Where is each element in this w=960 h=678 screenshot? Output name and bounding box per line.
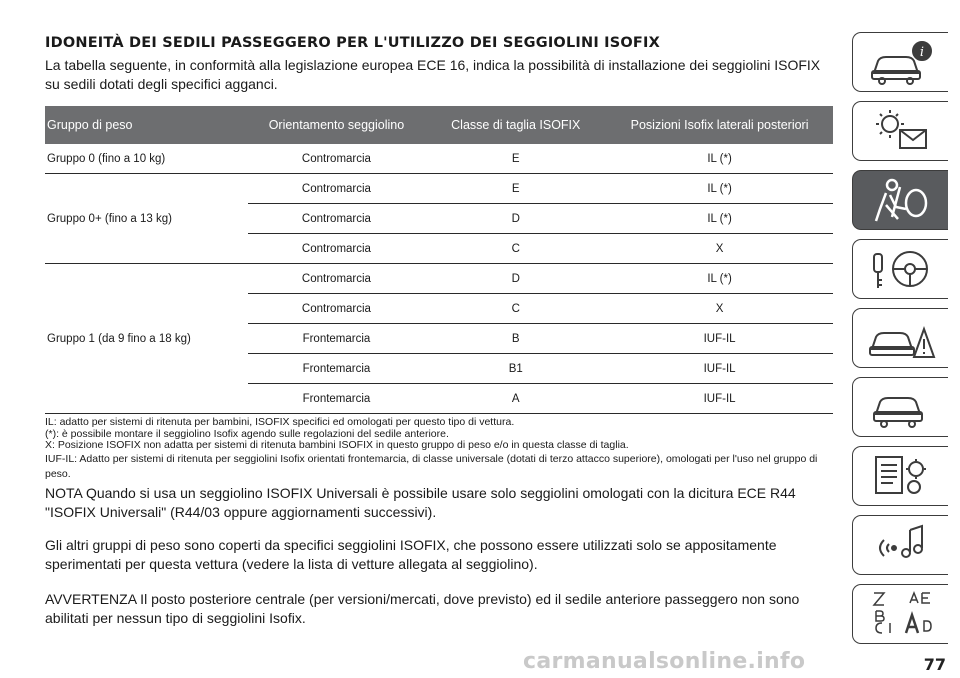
header-size-class: Classe di taglia ISOFIX xyxy=(425,106,606,144)
technical-data-icon xyxy=(866,451,936,501)
position-cell: X xyxy=(606,234,833,264)
index-icon xyxy=(866,589,936,639)
key-steering-icon xyxy=(866,244,936,294)
size-class-cell: D xyxy=(425,204,606,234)
car-maintenance-icon xyxy=(866,382,936,432)
nota-paragraph: NOTA Quando si usa un seggiolino ISOFIX Universali è possibile usare solo seggiolini omologati con la dicitura ECE R44 "ISOFIX Universali" (R44/03 oppure aggiornamenti successivi). xyxy=(45,484,796,520)
orientation-cell: Contromarcia xyxy=(248,144,426,174)
size-class-cell: E xyxy=(425,144,606,174)
avvertenza-paragraph: AVVERTENZA Il posto posteriore centrale (per versioni/mercati, dove previsto) ed il sedile anteriore passeggero non sono abilitati per nessun tipo di seggiolini Isofix. xyxy=(45,590,800,626)
table-row xyxy=(45,174,833,204)
size-class-cell: C xyxy=(425,294,606,324)
orientation-cell: Frontemarcia xyxy=(248,324,426,354)
altri-gruppi-paragraph: Gli altri gruppi di peso sono coperti da specifici seggiolini ISOFIX, che possono essere utilizzati solo se appositamente sperimentati per questa vettura (vedere la lista di vetture allegata al seggiolino). xyxy=(45,536,777,572)
weight-group-cell: Gruppo 1 (da 9 fino a 18 kg) xyxy=(45,264,248,414)
multimedia-icon xyxy=(866,520,936,570)
tab-multimedia[interactable] xyxy=(852,515,948,575)
watermark: carmanualsonline.info xyxy=(523,649,806,674)
weight-group-cell: Gruppo 0 (fino a 10 kg) xyxy=(45,144,248,174)
car-info-icon xyxy=(866,37,936,87)
orientation-cell: Contromarcia xyxy=(248,294,426,324)
table-body xyxy=(45,144,833,414)
size-class-cell: A xyxy=(425,384,606,414)
chapter-tabs xyxy=(852,32,948,653)
orientation-cell: Contromarcia xyxy=(248,204,426,234)
weight-group-cell: Gruppo 0+ (fino a 13 kg) xyxy=(45,174,248,264)
tab-car-maintenance[interactable] xyxy=(852,377,948,437)
svg-text:i: i xyxy=(919,45,924,60)
position-cell: IUF-IL xyxy=(606,384,833,414)
size-class-cell: E xyxy=(425,174,606,204)
size-class-cell: B xyxy=(425,324,606,354)
header-orientation: Orientamento seggiolino xyxy=(248,106,426,144)
isofix-table xyxy=(45,106,833,414)
note-il: IL: adatto per sistemi di ritenuta per bambini, ISOFIX specifici ed omologati per questo tipo di vettura. xyxy=(45,416,515,428)
intro-paragraph: La tabella seguente, in conformità alla legislazione europea ECE 16, indica la possibilità di installazione dei seggiolini ISOFIX su sedili dotati degli specifici agganci. xyxy=(45,57,821,92)
page-number: 77 xyxy=(923,655,946,674)
position-cell: IL (*) xyxy=(606,144,833,174)
orientation-cell: Frontemarcia xyxy=(248,354,426,384)
tab-car-emergency[interactable] xyxy=(852,308,948,368)
position-cell: IUF-IL xyxy=(606,354,833,384)
position-cell: IL (*) xyxy=(606,204,833,234)
table-row xyxy=(45,144,833,174)
position-cell: IL (*) xyxy=(606,174,833,204)
size-class-cell: C xyxy=(425,234,606,264)
orientation-cell: Contromarcia xyxy=(248,174,426,204)
orientation-cell: Frontemarcia xyxy=(248,384,426,414)
lights-warning-icon xyxy=(866,106,936,156)
orientation-cell: Contromarcia xyxy=(248,234,426,264)
position-cell: IUF-IL xyxy=(606,324,833,354)
seat-safety-icon xyxy=(866,175,936,225)
notes-block xyxy=(45,417,835,482)
tab-seat-safety[interactable] xyxy=(852,170,948,230)
tab-key-steering[interactable] xyxy=(852,239,948,299)
tab-index[interactable] xyxy=(852,584,948,644)
note-asterisk: (*): è possibile montare il seggiolino Isofix agendo sulle regolazioni del sedile anteriore. xyxy=(45,427,449,440)
tab-technical-data[interactable] xyxy=(852,446,948,506)
position-cell: X xyxy=(606,294,833,324)
tab-car-info[interactable] xyxy=(852,32,948,92)
car-emergency-icon xyxy=(866,313,936,363)
note-x: X: Posizione ISOFIX non adatta per sistemi di ritenuta bambini ISOFIX in questo gruppo di peso e/o in questa classe di taglia. xyxy=(45,439,629,451)
page-title: IDONEITÀ DEI SEDILI PASSEGGERO PER L'UTILIZZO DEI SEGGIOLINI ISOFIX xyxy=(45,35,661,51)
page-content xyxy=(45,34,835,642)
position-cell: IL (*) xyxy=(606,264,833,294)
orientation-cell: Contromarcia xyxy=(248,264,426,294)
tab-lights-warnings[interactable] xyxy=(852,101,948,161)
table-row xyxy=(45,264,833,294)
size-class-cell: D xyxy=(425,264,606,294)
size-class-cell: B1 xyxy=(425,354,606,384)
note-iuf-il: IUF-IL: Adatto per sistemi di ritenuta per seggiolini Isofix orientati frontemarcia, di classe universale (dotati di terzo attacco superiore), omologati per l'uso nel gruppo di peso. xyxy=(45,452,818,480)
header-rear-positions: Posizioni Isofix laterali posteriori xyxy=(606,106,833,144)
header-weight-group: Gruppo di peso xyxy=(45,106,248,144)
table-header-row xyxy=(45,106,833,144)
